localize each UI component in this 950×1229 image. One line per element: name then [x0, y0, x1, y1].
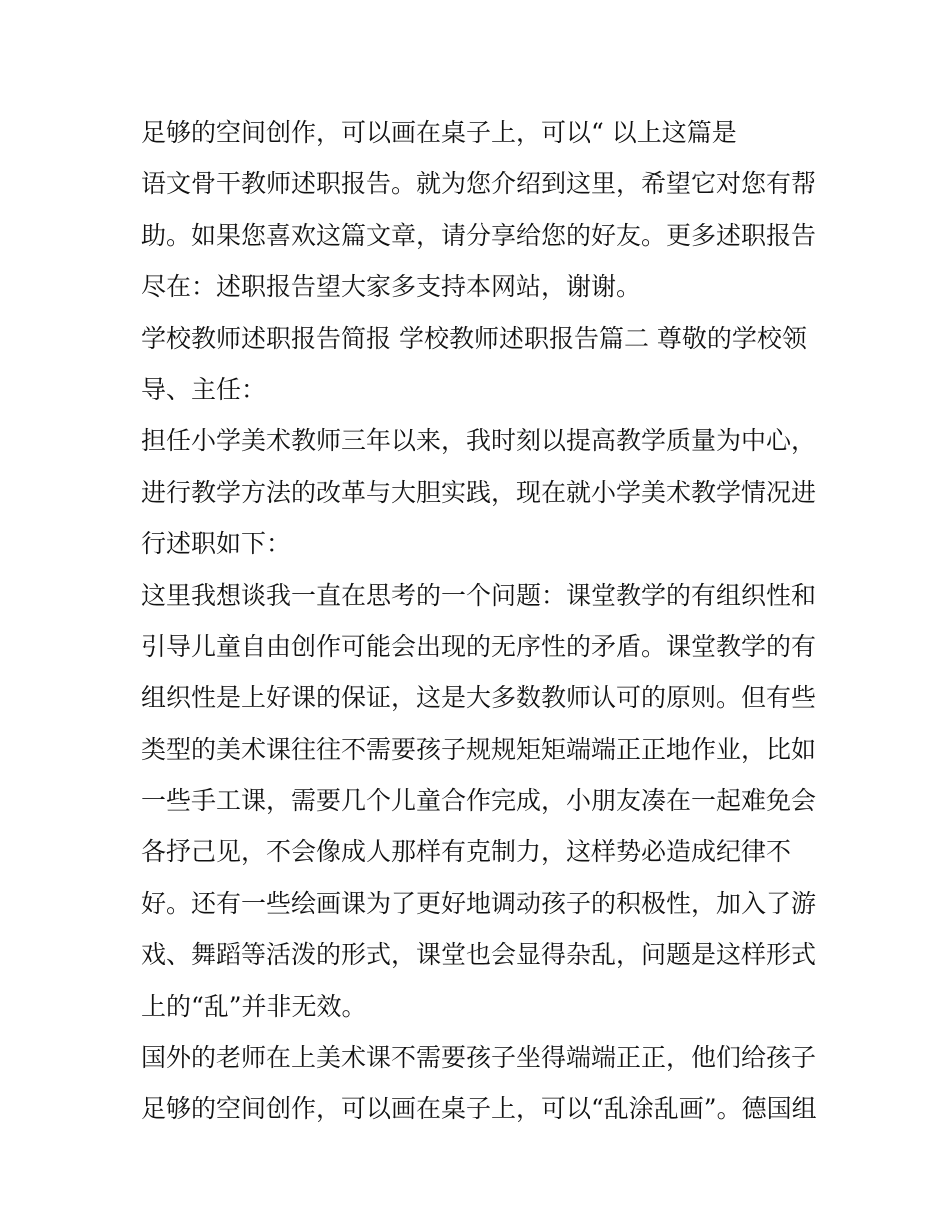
text-line: 担任小学美术教师三年以来，我时刻以提高教学质量为中心，	[141, 426, 817, 456]
document-body	[141, 107, 821, 1135]
text-line: 行述职如下：	[141, 529, 292, 559]
text-line: 助。如果您喜欢这篇文章，请分享给您的好友。更多述职报告	[141, 220, 817, 250]
text-line: 语文骨干教师述职报告。就为您介绍到这里，希望它对您有帮	[141, 169, 817, 199]
text-line: 组织性是上好课的保证，这是大多数教师认可的原则。但有些	[141, 683, 817, 713]
text-line: 类型的美术课往往不需要孩子规规矩矩端端正正地作业，比如	[141, 734, 817, 764]
text-line: 上的“乱”并非无效。	[141, 991, 367, 1021]
text-line: 国外的老师在上美术课不需要孩子坐得端端正正，他们给孩子	[141, 1043, 817, 1073]
text-line: 足够的空间创作，可以画在桌子上，可以“ 以上这篇是	[141, 118, 737, 147]
text-line: 尽在：述职报告望大家多支持本网站，谢谢。	[141, 272, 642, 302]
text-line: 好。还有一些绘画课为了更好地调动孩子的积极性，加入了游	[141, 888, 817, 918]
text-line: 足够的空间创作，可以画在桌子上，可以“乱涂乱画”。德国组	[141, 1094, 817, 1124]
text-line: 戏、舞蹈等活泼的形式，课堂也会显得杂乱，问题是这样形式	[141, 940, 817, 970]
text-line: 引导儿童自由创作可能会出现的无序性的矛盾。课堂教学的有	[141, 631, 817, 661]
text-line: 导、主任：	[141, 374, 267, 404]
text-line: 一些手工课，需要几个儿童合作完成，小朋友凑在一起难免会	[141, 786, 817, 816]
text-line: 各抒己见，不会像成人那样有克制力，这样势必造成纪律不	[141, 837, 792, 867]
text-line: 进行教学方法的改革与大胆实践，现在就小学美术教学情况进	[141, 477, 817, 507]
text-line: 学校教师述职报告简报 学校教师述职报告篇二 尊敬的学校领	[141, 323, 807, 353]
text-line: 这里我想谈我一直在思考的一个问题：课堂教学的有组织性和	[141, 580, 817, 610]
